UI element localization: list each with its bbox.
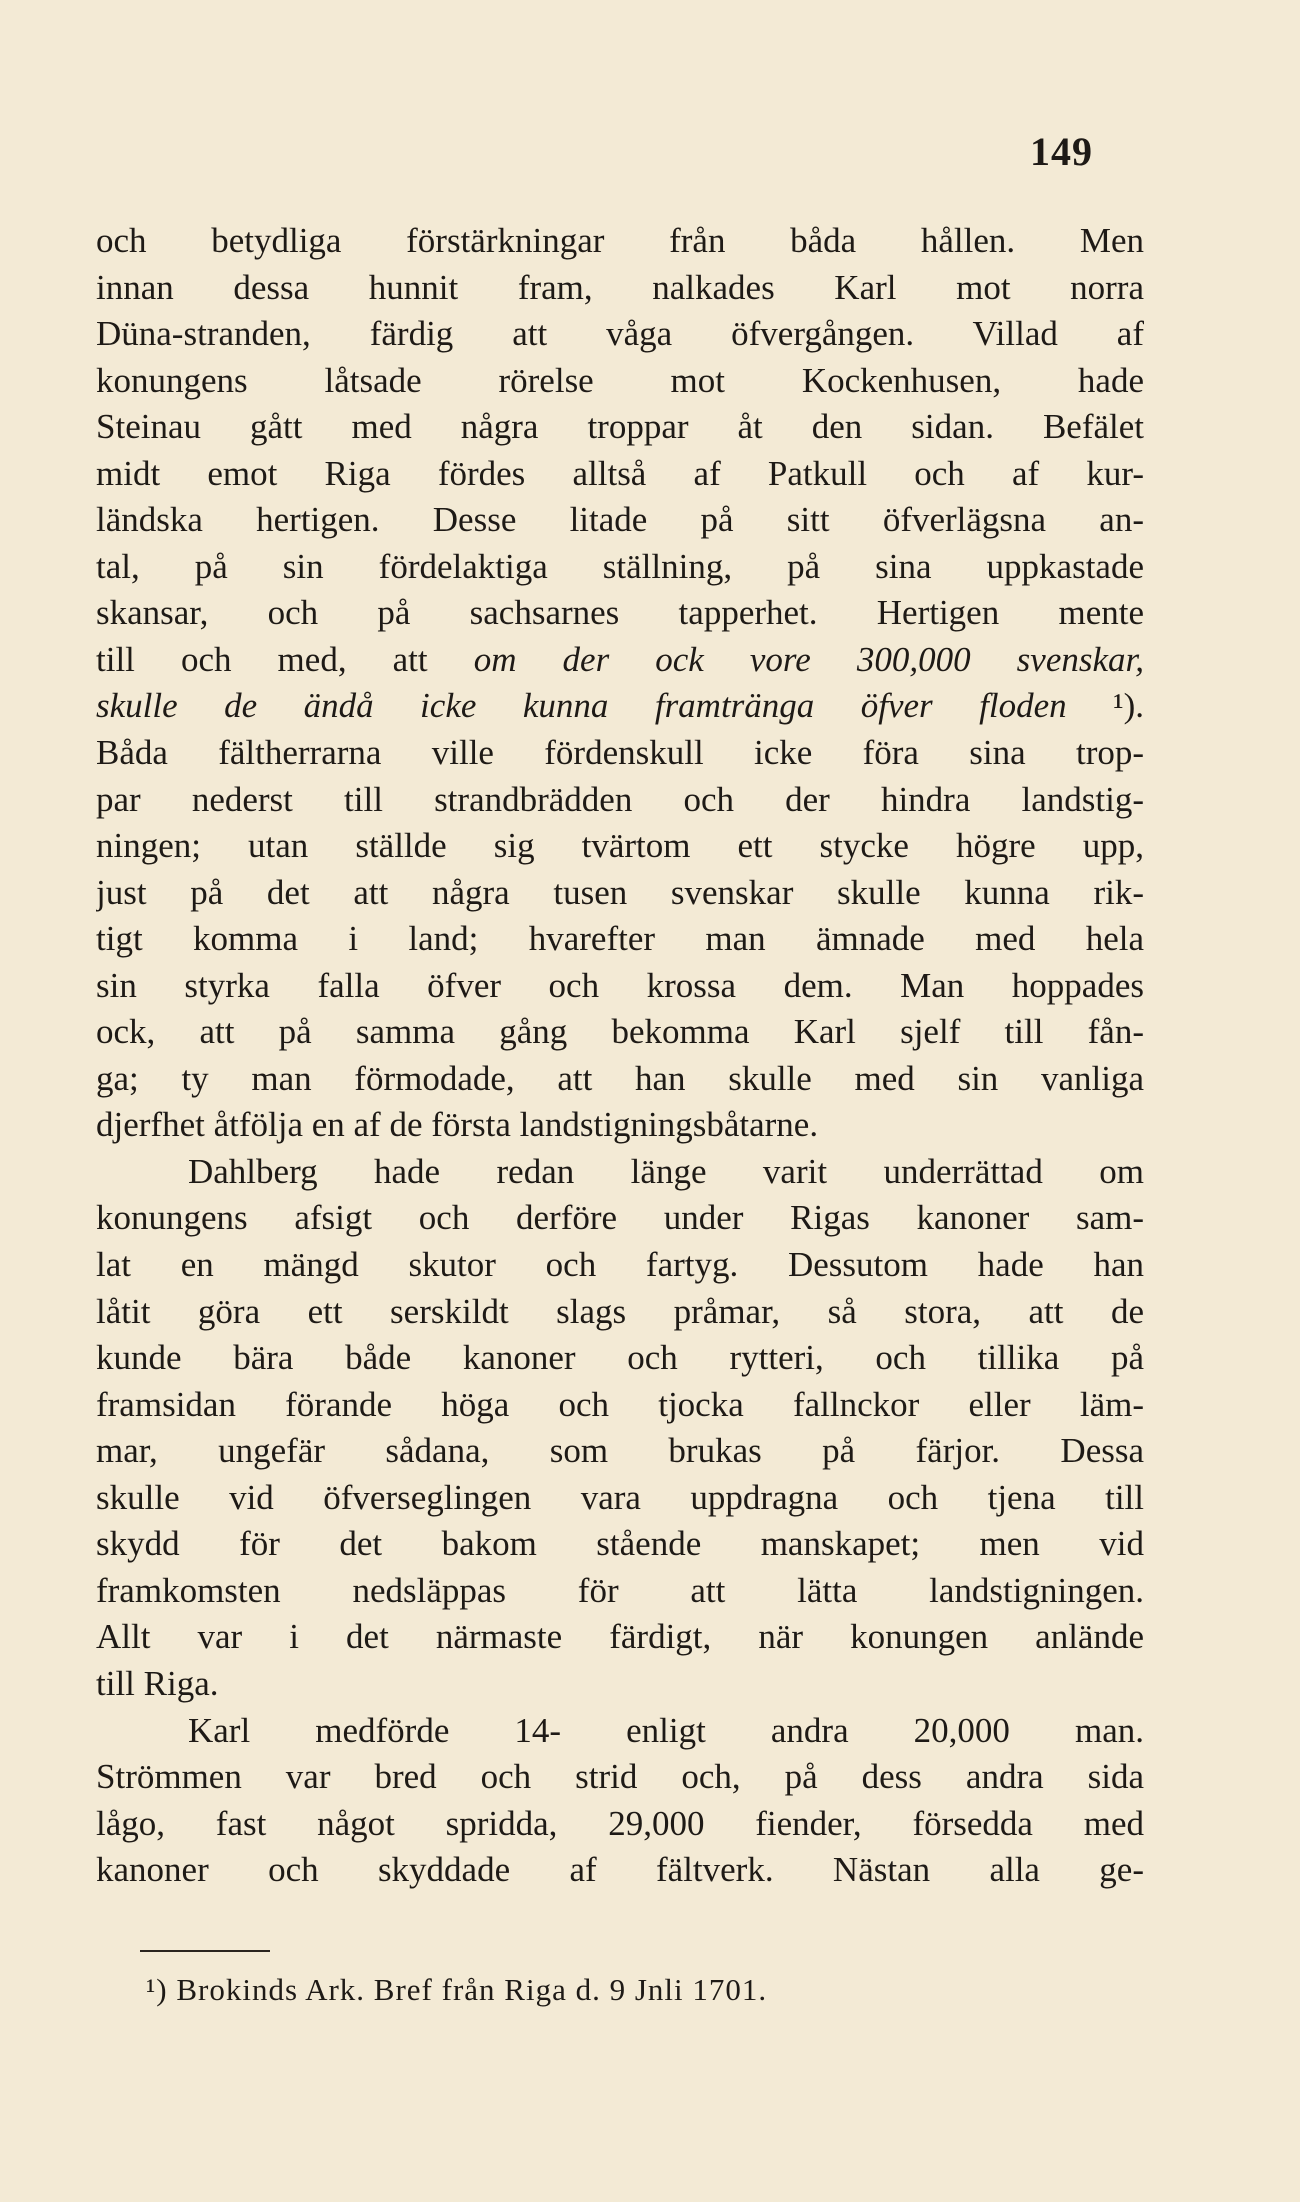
text-line: skansar, och på sachsarnes tapperhet. Hertigen mente	[96, 593, 1144, 633]
text-line: sin styrka falla öfver och krossa dem. Man hoppades	[96, 965, 1144, 1005]
text-line: framkomsten nedsläppas för att lätta landstigningen.	[96, 1570, 1144, 1610]
text-line: lat en mängd skutor och fartyg. Dessutom hade han	[96, 1245, 1144, 1285]
text-line: ländska hertigen. Desse litade på sitt öfverlägsna an-	[96, 500, 1144, 540]
text-line: Allt var i det närmaste färdigt, när konungen anlände	[96, 1617, 1144, 1657]
text-line: Steinau gått med några troppar åt den sidan. Befälet	[96, 407, 1144, 447]
text-line: innan dessa hunnit fram, nalkades Karl mot norra	[96, 267, 1144, 307]
text-line: par nederst till strandbrädden och der hindra landstig-	[96, 779, 1144, 819]
text-line: ock, att på samma gång bekomma Karl sjelf till fån-	[96, 1012, 1144, 1052]
text-line: konungens afsigt och derföre under Rigas kanoner sam-	[96, 1198, 1144, 1238]
footnote-marker: ¹).	[1113, 686, 1144, 726]
text-line: tigt komma i land; hvarefter man ämnade med hela	[96, 919, 1144, 959]
footnote: ¹) Brokinds Ark. Bref från Riga d. 9 Jnli 1701.	[146, 1972, 768, 2007]
text-line: framsidan förande höga och tjocka fallnckor eller läm-	[96, 1384, 1144, 1424]
italic-quote: skulle de ändå icke kunna framtränga öfver floden	[96, 686, 1067, 726]
text-line: mar, ungefär sådana, som brukas på färjor. Dessa	[96, 1431, 1144, 1471]
footnote-divider	[140, 1950, 270, 1952]
text-line: tal, på sin fördelaktiga ställning, på sina uppkastade	[96, 546, 1144, 586]
paragraph-start-line: Karl medförde 14- enligt andra 20,000 man.	[188, 1710, 1144, 1750]
text-line: djerfhet åtfölja en af de första landstigningsbåtarne.	[96, 1105, 819, 1145]
text-line: skydd för det bakom stående manskapet; men vid	[96, 1524, 1144, 1564]
body-text	[96, 218, 1144, 1894]
text-line: ga; ty man förmodade, att han skulle med sin vanliga	[96, 1058, 1144, 1098]
paragraph-start-line: Dahlberg hade redan länge varit underrättad om	[188, 1151, 1144, 1191]
text-line: midt emot Riga fördes alltså af Patkull och af kur-	[96, 453, 1144, 493]
text-line: och betydliga förstärkningar från båda hållen. Men	[96, 221, 1144, 260]
text-line-roman: till och med, att	[96, 639, 428, 679]
text-line: kunde bära både kanoner och rytteri, och tillika på	[96, 1338, 1144, 1378]
text-line: kanoner och skyddade af fältverk. Nästan alla ge-	[96, 1850, 1144, 1890]
text-line: Strömmen var bred och strid och, på dess andra sida	[96, 1757, 1144, 1797]
page-number: 149	[1030, 129, 1093, 174]
text-line: låtit göra ett serskildt slags pråmar, så stora, att de	[96, 1291, 1144, 1331]
text-line: skulle vid öfverseglingen vara uppdragna och tjena till	[96, 1477, 1144, 1517]
text-line: lågo, fast något spridda, 29,000 fiender, försedda med	[96, 1803, 1144, 1843]
text-line: just på det att några tusen svenskar skulle kunna rik-	[96, 872, 1144, 912]
text-line: ningen; utan ställde sig tvärtom ett stycke högre upp,	[96, 826, 1144, 866]
text-line: Düna-stranden, färdig att våga öfvergången. Villad af	[96, 314, 1144, 354]
italic-quote: om der ock vore 300,000 svenskar,	[473, 639, 1144, 679]
text-line: till Riga.	[96, 1663, 219, 1703]
text-line-with-italic	[96, 683, 1144, 730]
text-line: Båda fältherrarna ville fördenskull icke föra sina trop-	[96, 733, 1144, 773]
text-line-with-italic	[96, 637, 1144, 684]
text-line: konungens låtsade rörelse mot Kockenhusen, hade	[96, 360, 1144, 400]
